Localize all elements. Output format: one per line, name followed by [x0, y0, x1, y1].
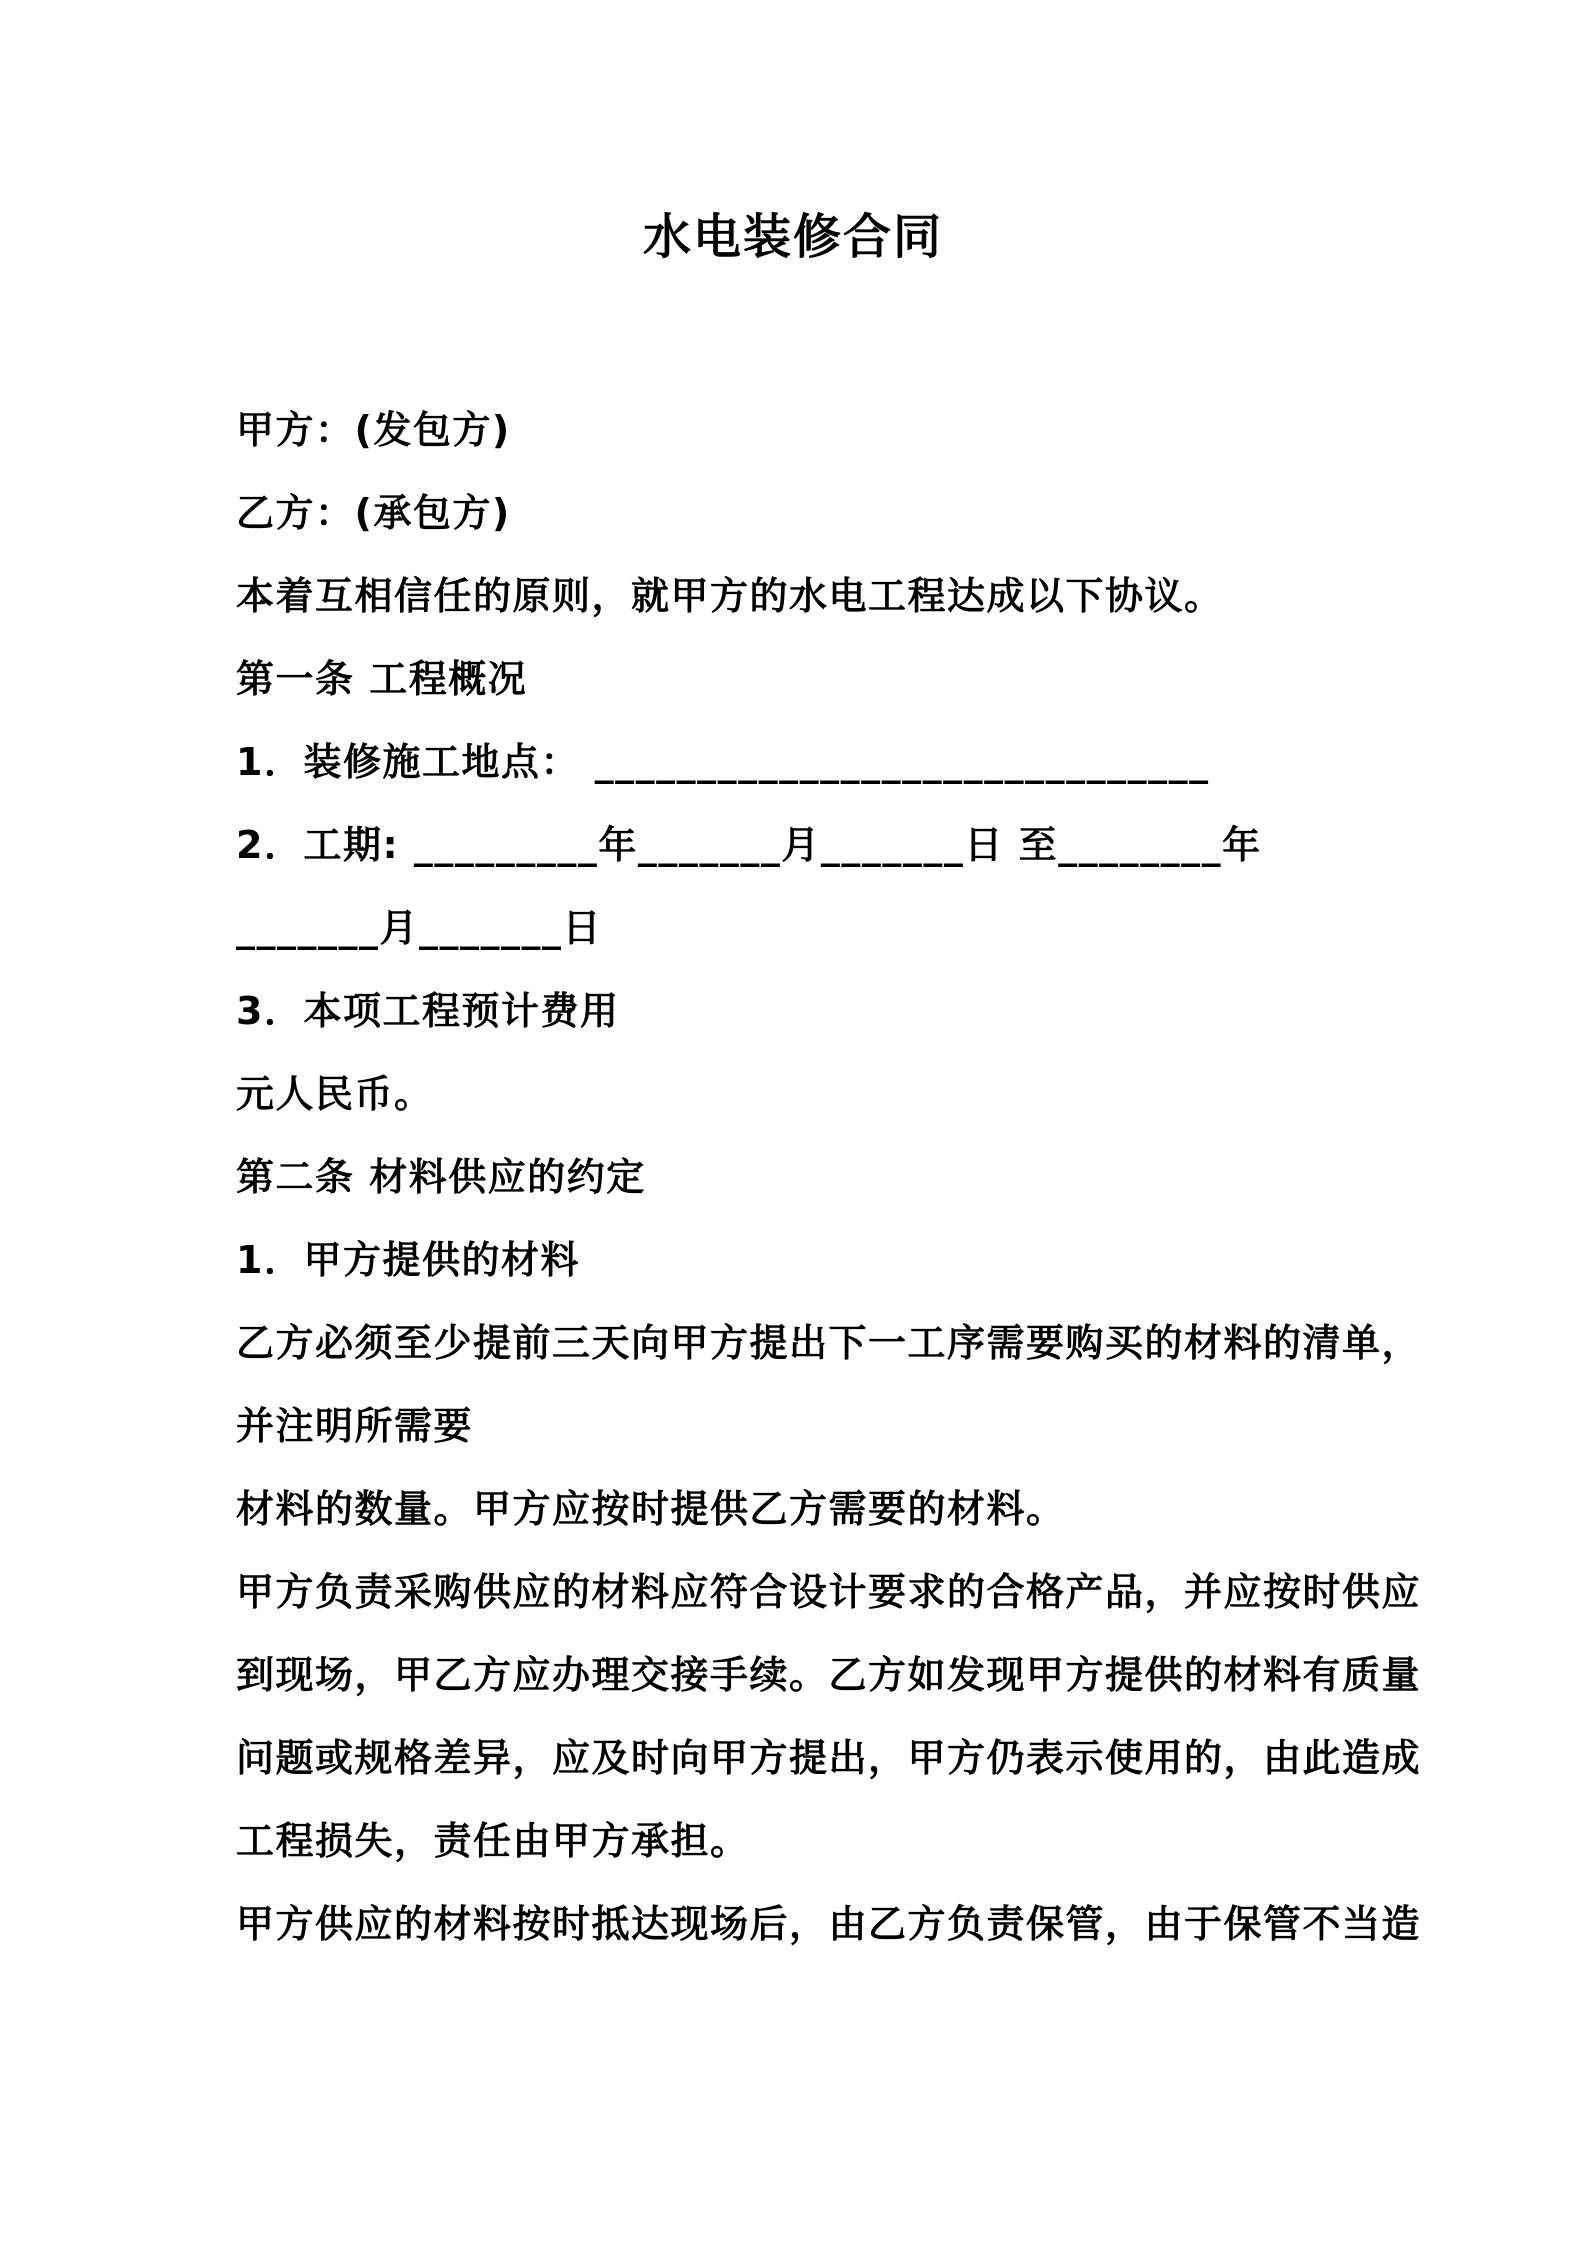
- section-1-heading: 第一条 工程概况: [236, 657, 528, 701]
- work-period-continued-line: _______月_______日: [236, 906, 603, 950]
- section-2-heading: 第二条 材料供应的约定: [236, 1155, 646, 1199]
- procurement-paragraph-line-4: 工程损失，责任由甲方承担。: [236, 1819, 750, 1863]
- procurement-paragraph-line-3: 问题或规格差异，应及时向甲方提出，甲方仍表示使用的，由此造成: [236, 1736, 1422, 1780]
- storage-paragraph-line-1: 甲方供应的材料按时抵达现场后，由乙方负责保管，由于保管不当造: [236, 1902, 1422, 1946]
- procurement-paragraph-line-2: 到现场，甲乙方应办理交接手续。乙方如发现甲方提供的材料有质量: [236, 1653, 1422, 1697]
- document-body: [236, 389, 1496, 1966]
- document-title: 水电装修合同: [642, 209, 943, 265]
- materials-paragraph-line-3: 材料的数量。甲方应按时提供乙方需要的材料。: [236, 1487, 1066, 1531]
- materials-item-1-line: 1．甲方提供的材料: [236, 1238, 580, 1282]
- party-b-line: 乙方：(承包方): [236, 491, 511, 535]
- construction-site-line: 1．装修施工地点： ______________________________: [236, 740, 1210, 784]
- preamble-line: 本着互相信任的原则，就甲方的水电工程达成以下协议。: [236, 574, 1224, 618]
- party-a-line: 甲方：(发包方): [236, 408, 511, 452]
- currency-line: 元人民币。: [236, 1072, 434, 1116]
- procurement-paragraph-line-1: 甲方负责采购供应的材料应符合设计要求的合格产品，并应按时供应: [236, 1570, 1422, 1614]
- work-period-line: 2．工期: _________年_______月_______日 至________年: [236, 823, 1262, 867]
- materials-paragraph-line-1: 乙方必须至少提前三天向甲方提出下一工序需要购买的材料的清单，: [236, 1321, 1422, 1365]
- estimated-cost-line: 3．本项工程预计费用: [236, 989, 620, 1033]
- materials-paragraph-line-2: 并注明所需要: [236, 1404, 474, 1448]
